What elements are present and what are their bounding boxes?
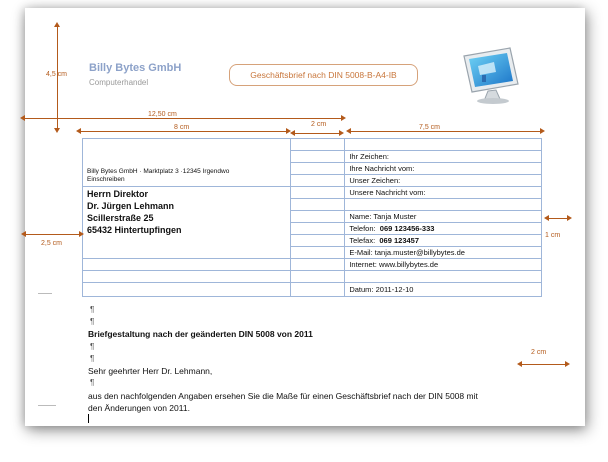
top-margin-arrow-up (54, 22, 60, 27)
address-width-arrow-left (76, 128, 81, 134)
left-margin-arrow-left (21, 231, 26, 237)
left-margin-label: 2,5 cm (41, 240, 63, 247)
title-badge: Geschäftsbrief nach DIN 5008-B-A4-IB (229, 64, 418, 86)
telefax-label: Telefax: (349, 236, 376, 245)
pilcrow-1: ¶ (90, 305, 95, 314)
right-margin-label: 1 cm (545, 232, 561, 239)
top-margin-label: 4,5 cm (46, 71, 68, 78)
text-cursor[interactable] (88, 414, 89, 423)
unser-zeichen: Unser Zeichen: (345, 175, 542, 187)
unsere-nachricht: Unsere Nachricht vom: (345, 187, 542, 199)
telefax-value: 069 123457 (379, 236, 419, 245)
info-width-line (350, 131, 540, 132)
salutation: Sehr geehrter Herr Dr. Lehmann, (88, 366, 213, 376)
company-name: Billy Bytes GmbH (89, 62, 182, 74)
gap-width-line (294, 133, 339, 134)
top-margin-arrow-down (54, 128, 60, 133)
ihr-zeichen: Ihr Zeichen: (345, 151, 542, 163)
recipient-line-3: Scillerstraße 25 (87, 213, 154, 223)
computer-monitor-icon (458, 44, 528, 106)
paragraph-line-2: den Änderungen von 2011. (88, 403, 190, 413)
right-body-margin-arrow-left (517, 361, 522, 367)
telefax-cell (345, 235, 542, 247)
email: E-Mail: tanja.muster@billybytes.de (345, 247, 542, 259)
telefon-cell (345, 223, 542, 235)
info-width-arrow-right (540, 128, 545, 134)
recipient-line-1: Herrn Direktor (87, 189, 149, 199)
right-body-margin-line (521, 364, 566, 365)
paragraph-line-1: aus den nachfolgenden Angaben ersehen Sie die Maße für einen Geschäftsbrief nach der DIN 5008 mit (88, 391, 478, 401)
pilcrow-5: ¶ (90, 378, 95, 387)
address-width-label: 8 cm (174, 124, 190, 131)
gap-width-label: 2 cm (311, 121, 327, 128)
internet: Internet: www.billybytes.de (345, 259, 542, 271)
info-width-label: 7,5 cm (419, 124, 441, 131)
address-width-line (80, 131, 287, 132)
fold-mark-top (38, 293, 52, 294)
company-subtitle: Computerhandel (89, 78, 149, 87)
shipping-type: Einschreiben (87, 176, 125, 183)
pilcrow-4: ¶ (90, 354, 95, 363)
width-total-arrow-left (20, 115, 25, 121)
left-margin-arrow-right (79, 231, 84, 237)
telefon-value: 069 123456-333 (379, 224, 435, 233)
pilcrow-2: ¶ (90, 317, 95, 326)
recipient-cell (83, 187, 291, 259)
recipient-line-2: Dr. Jürgen Lehmann (87, 201, 175, 211)
right-margin-arrow-left (544, 215, 549, 221)
pilcrow-3: ¶ (90, 342, 95, 351)
sender-line: Billy Bytes GmbH · Marktplatz 3 ·12345 Irgendwo (87, 168, 230, 175)
width-total-arrow-right (341, 115, 346, 121)
recipient-line-4: 65432 Hintertupfingen (87, 225, 182, 235)
right-body-margin-arrow-right (565, 361, 570, 367)
fold-mark-bottom (38, 405, 56, 406)
letterhead-grid (82, 138, 542, 297)
datum: Datum: 2011-12-10 (345, 283, 542, 297)
width-total-line (24, 118, 342, 119)
telefon-label: Telefon: (349, 224, 376, 233)
sender-cell (83, 139, 291, 187)
width-total-label: 12,50 cm (148, 111, 177, 118)
right-body-margin-label: 2 cm (531, 349, 547, 356)
gap-width-arrow-right (339, 130, 344, 136)
gap-width-arrow-left (290, 130, 295, 136)
right-margin-arrow-right (567, 215, 572, 221)
info-width-arrow-left (346, 128, 351, 134)
contact-name: Name: Tanja Muster (345, 211, 542, 223)
subject-line: Briefgestaltung nach der geänderten DIN 5008 von 2011 (88, 329, 313, 339)
left-margin-line (25, 234, 80, 235)
right-margin-line (548, 218, 568, 219)
ihre-nachricht: Ihre Nachricht vom: (345, 163, 542, 175)
